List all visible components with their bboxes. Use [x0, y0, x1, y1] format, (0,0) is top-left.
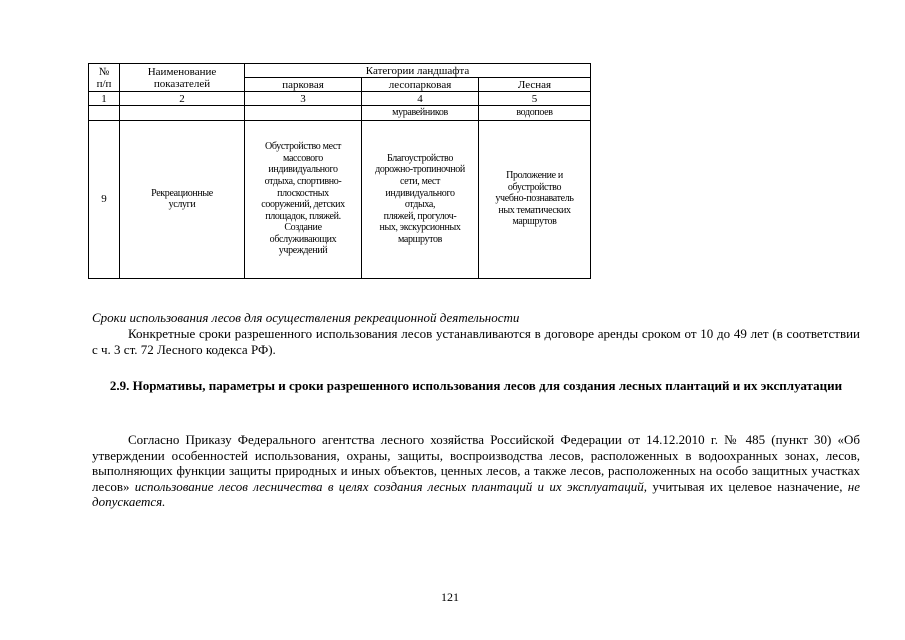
- cell-line: массового: [283, 152, 323, 164]
- header-forest: Лесная: [479, 78, 591, 92]
- row9-forest-lines: [479, 170, 590, 228]
- header-name-line: показателей: [153, 77, 211, 90]
- row9-forestpark: [362, 120, 479, 278]
- cell-line: сооружений, детских: [261, 199, 345, 211]
- paragraph-text: Согласно Приказу Федерального агентства лесного хозяйства Российской Федерации от 14.12.2010 г. № 485 (пункт 30) «Об утверждении особенностей использования, охраны, защиты, воспроизводства лесов, расположенных в водоохранных зонах, лесов, выполняющих функции защиты природных и иных объектов, ценных лесов, а также лесов, расположенных на особо защитных участках лесов»: [92, 432, 860, 494]
- cell-line: Обустройство мест: [264, 141, 342, 153]
- row9-forest: [479, 120, 591, 278]
- landscape-categories-table: [88, 63, 591, 279]
- cell-line: Благоустройство: [386, 152, 453, 164]
- row9-park: [245, 120, 362, 278]
- cell-line: ных, экскурсионных: [379, 222, 461, 234]
- header-num-line: №: [98, 65, 110, 78]
- row9-name-lines: [120, 188, 244, 211]
- index-cell: 5: [479, 92, 591, 106]
- page-number: 121: [441, 590, 459, 604]
- header-park: парковая: [245, 78, 362, 92]
- row9-num: 9: [89, 120, 120, 278]
- cell-line: отдыха,: [404, 199, 436, 211]
- cell-line: сети, мест: [399, 175, 441, 187]
- cell-line: обслуживающих: [269, 233, 337, 245]
- table-cell: муравейников: [362, 106, 479, 121]
- header-forestpark: лесопарковая: [362, 78, 479, 92]
- paragraph-italic-text: не допускается.: [92, 478, 861, 509]
- header-name-line: Наименование: [147, 65, 217, 78]
- section-heading: 2.9. Нормативы, параметры и сроки разрешенного использования лесов для создания лесных плантаций и их эксплуатации: [109, 378, 843, 393]
- cell-line: отдыха, спортивно-: [264, 175, 342, 187]
- table-cell: водопоев: [479, 106, 591, 121]
- paragraph-lease-terms: [92, 326, 860, 357]
- paragraph-order: [92, 432, 860, 510]
- cell-line: индивидуального: [268, 164, 338, 176]
- cell-line: площадок, пляжей.: [265, 210, 341, 222]
- header-num-line: п/п: [96, 77, 112, 90]
- header-name: [120, 64, 245, 92]
- cell-line: обустройство: [507, 181, 562, 193]
- cell-line: Проложение и: [506, 170, 563, 182]
- cell-line: учреждений: [278, 245, 328, 257]
- cell-line: маршрутов: [512, 216, 557, 228]
- paragraph-text: учитывая их целевое назначение,: [652, 478, 843, 494]
- cell-line: пляжей, прогулоч-: [383, 210, 457, 222]
- cell-line: Создание: [284, 222, 322, 234]
- table-cell: [89, 106, 120, 121]
- row9-park-lines: [245, 141, 361, 257]
- table-index-row: [89, 92, 591, 106]
- index-cell: 1: [89, 92, 120, 106]
- paragraph-text: Конкретные сроки разрешенного использования лесов устанавливаются в договоре аренды сроком от 10 до 49 лет (в соответствии с ч. 3 ст. 72 Лесного кодекса РФ).: [92, 326, 860, 357]
- section-caption: Сроки использования лесов для осуществления рекреационной деятельности: [92, 310, 520, 325]
- cell-line: маршрутов: [397, 233, 443, 245]
- cell-line: плоскостных: [277, 187, 329, 199]
- table-continuation-row: [89, 106, 591, 121]
- index-cell: 3: [245, 92, 362, 106]
- cell-line: Рекреационные: [151, 187, 213, 199]
- table-cell: [245, 106, 362, 121]
- cell-line: ных тематических: [498, 204, 571, 216]
- header-categories: Категории ландшафта: [245, 64, 591, 78]
- cell-line: индивидуального: [385, 187, 455, 199]
- row9-forestpark-lines: [362, 153, 478, 246]
- row9-name: [120, 120, 245, 278]
- paragraph-italic-text: использование лесов лесничества в целях создания лесных плантаций и их эксплуатаций,: [134, 478, 648, 494]
- cell-line: учебно-познаватель: [495, 193, 574, 205]
- index-cell: 2: [120, 92, 245, 106]
- header-num: [89, 64, 120, 92]
- table-cell: [120, 106, 245, 121]
- index-cell: 4: [362, 92, 479, 106]
- cell-line: услуги: [168, 199, 196, 211]
- cell-line: дорожно-тропиночной: [375, 164, 465, 176]
- table-row-9: [89, 120, 591, 278]
- table-header-row: [89, 64, 591, 78]
